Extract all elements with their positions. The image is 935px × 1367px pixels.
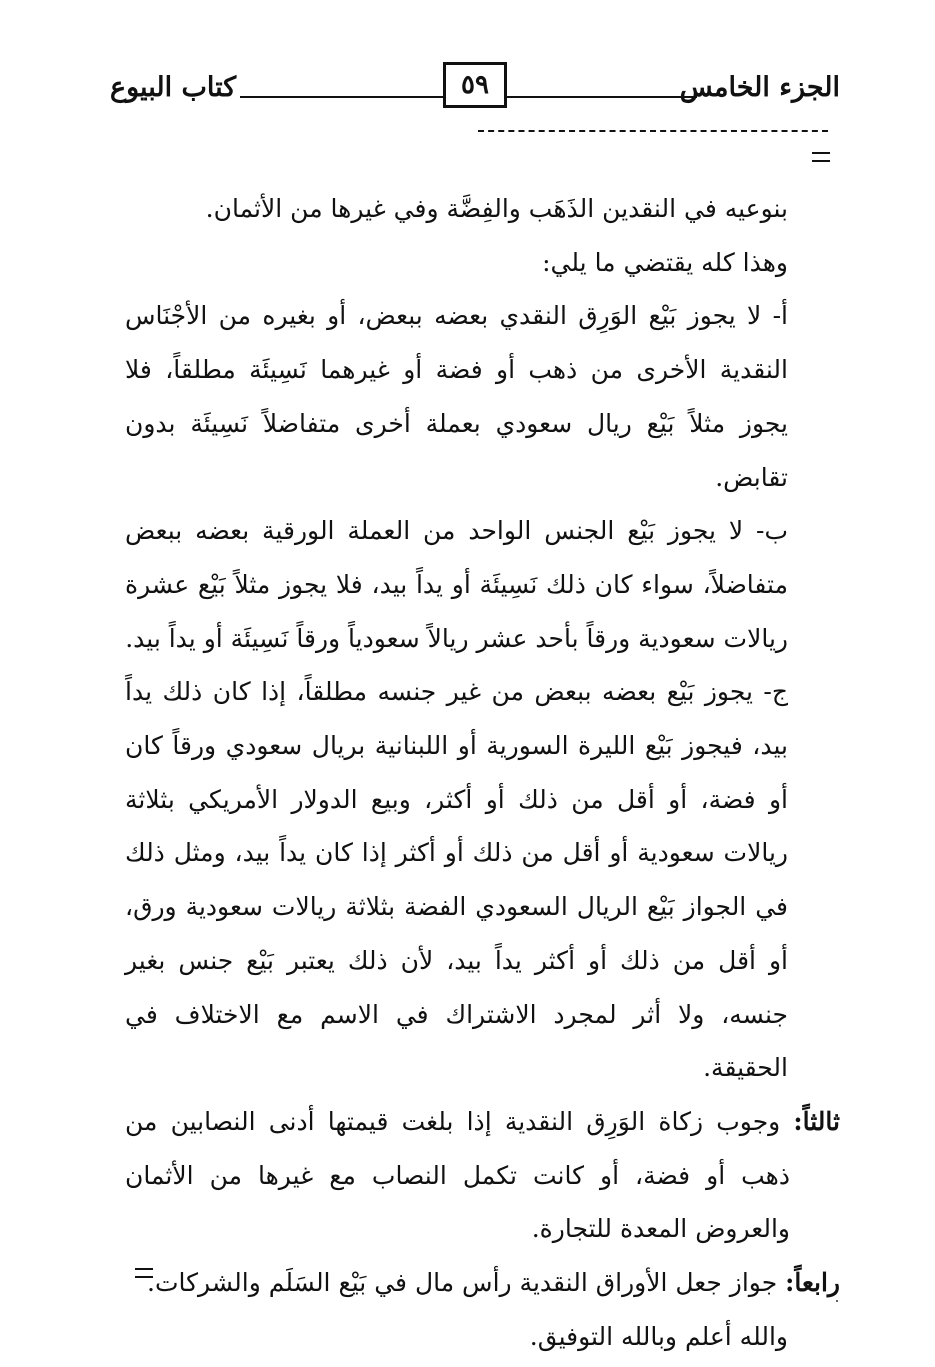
page-body [125, 182, 840, 1363]
item-a: أ- لا يجوز بَيْع الوَرِق النقدي بعضه ببعض، أو بغيره من الأجْنَاس النقدية الأخرى من ذهب أو فضة أو غيرهما نَسِيئَة مطلقاً، فلا يجوز مثلاً بَيْع ريال سعودي بعملة أخرى متفاضلاً نَسِيئَة بدون تقابض. [125, 301, 788, 492]
paragraph-1: بنوعيه في النقدين الذَهَب والفِضَّة وفي غيرها من الأثمان. [205, 194, 788, 223]
page-number: ٥٩ [443, 62, 507, 108]
item-b: ب- لا يجوز بَيْع الجنس الواحد من العملة الورقية بعضه ببعض متفاضلاً، سواء كان ذلك نَسِيئَة أو يداً بيد، فلا يجوز مثلاً بَيْع عشرة ريالات سعودية ورقاً بأحد عشر ريالاً سعودياً ورقاً نَسِيئَة أو يداً بيد. [125, 516, 788, 653]
point-third-text: وجوب زكاة الوَرِق النقدية إذا بلغت قيمتها أدنى النصابين من ذهب أو فضة، أو كانت تكمل النصاب مع غيرها من الأثمان والعروض المعدة للتجارة. [125, 1106, 790, 1244]
part-title: الجزء الخامس [679, 72, 840, 103]
header-dashed-divider [478, 130, 828, 132]
point-fourth-text: جواز جعل الأوراق النقدية رأس مال في بَيْع السَلَم والشركات. [147, 1268, 778, 1298]
point-fourth-label: رابعاً: [785, 1268, 840, 1298]
point-third [125, 1095, 840, 1256]
header-rule-right [507, 96, 697, 98]
point-fourth [125, 1256, 840, 1310]
closing-line: والله أعلم وبالله التوفيق. [529, 1321, 788, 1351]
paragraph-2: وهذا كله يقتضي ما يلي: [542, 247, 788, 277]
book-title: كتاب البيوع [110, 72, 237, 103]
point-third-label: ثالثاً: [793, 1106, 840, 1136]
item-c: ج- يجوز بَيْع بعضه ببعض من غير جنسه مطلقاً، إذا كان ذلك يداً بيد، فيجوز بَيْع الليرة السورية أو اللبنانية بريال سعودي ورقاً كان أو فضة، أو أقل من ذلك أو أكثر، وبيع الدولار الأمريكي بثلاثة ريالات سعودية أو أقل من ذلك أو أكثر إذا كان يداً بيد، ومثل ذلك في الجواز بَيْع الريال السعودي الفضة بثلاثة ريالات سعودية ورق، أو أقل من ذلك أو أكثر يداً بيد، لأن ذلك يعتبر بَيْع جنس بغير جنسه، ولا أثر لمجرد الاشتراك في الاسم مع الاختلاف في الحقيقة. [125, 677, 788, 1083]
bottom-equals-mark [135, 1268, 153, 1278]
page-speck [836, 1300, 838, 1302]
page-header [110, 62, 840, 112]
top-equals-mark [812, 152, 830, 162]
header-rule-left [240, 96, 443, 98]
